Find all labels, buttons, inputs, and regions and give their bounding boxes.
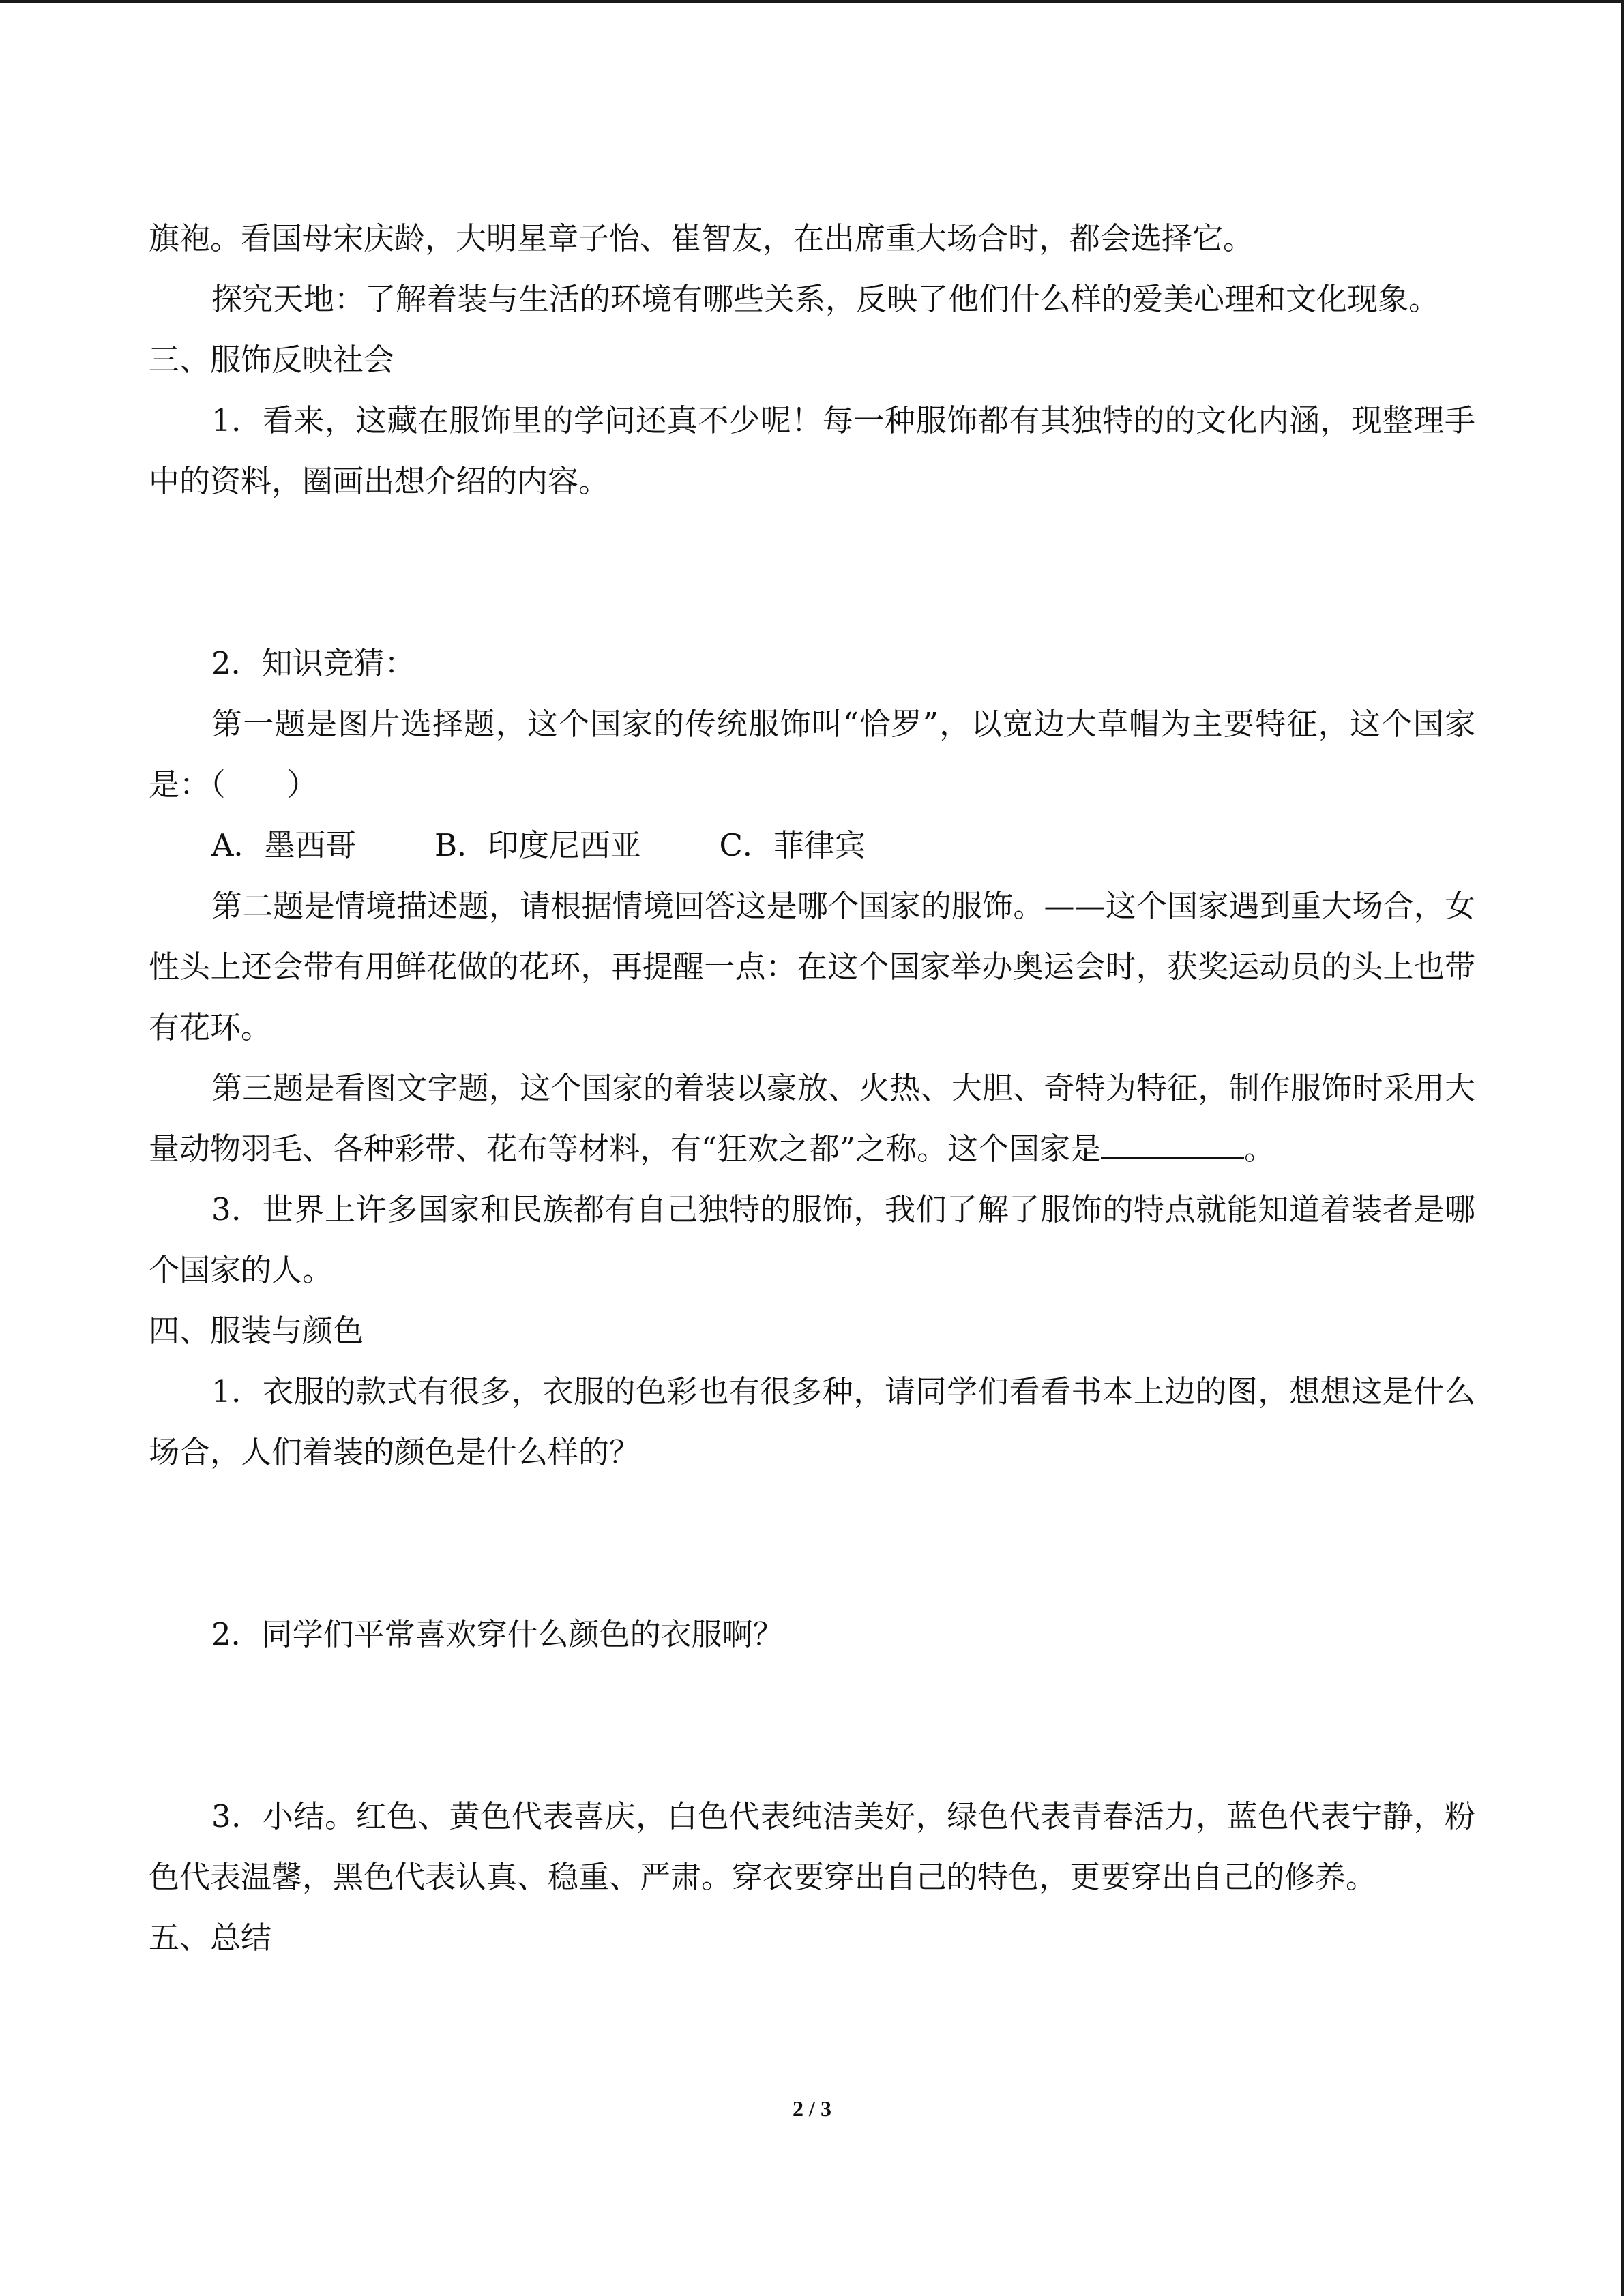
page-number: 2 / 3 <box>793 2096 831 2121</box>
quiz-question-1: 第一题是图片选择题，这个国家的传统服饰叫“恰罗”，以宽边大草帽为主要特征，这个国家是：（ ） <box>149 706 1475 803</box>
paragraph-4-1: 1．衣服的款式有很多，衣服的色彩也有很多种，请同学们看看书本上边的图，想想这是什么场合，人们着装的颜色是什么样的？ <box>149 1373 1475 1470</box>
paragraph-3-3: 3．世界上许多国家和民族都有自己独特的服饰，我们了解了服饰的特点就能知道着装者是哪个国家的人。 <box>149 1191 1475 1288</box>
page-border-right <box>1621 0 1624 2296</box>
quiz-question-3-end: 。 <box>1244 1131 1275 1167</box>
quiz-options <box>149 815 1475 876</box>
document-body <box>149 208 1475 1968</box>
paragraph-4-2: 2．同学们平常喜欢穿什么颜色的衣服啊？ <box>211 1616 784 1652</box>
quiz-question-3-text: 第三题是看图文字题，这个国家的着装以豪放、火热、大胆、奇特为特征，制作服饰时采用大量动物羽毛、各种彩带、花布等材料，有“狂欢之都”之称。这个国家是 <box>149 1070 1475 1167</box>
paragraph-3-2: 2．知识竞猜： <box>211 645 415 681</box>
section-heading-3: 三、服饰反映社会 <box>149 342 395 378</box>
option-c: C．菲律宾 <box>719 827 866 863</box>
section-heading-5: 五、总结 <box>149 1920 272 1956</box>
paragraph-qipao: 旗袍。看国母宋庆龄，大明星章子怡、崔智友，在出席重大场合时，都会选择它。 <box>149 220 1254 256</box>
quiz-question-3 <box>149 1058 1475 1179</box>
page-border-top <box>0 0 1624 3</box>
option-b: B．印度尼西亚 <box>434 827 642 863</box>
section-heading-4: 四、服装与颜色 <box>149 1313 364 1349</box>
paragraph-3-1: 1．看来，这藏在服饰里的学问还真不少呢！每一种服饰都有其独特的的文化内涵，现整理手中的资料，圈画出想介绍的内容。 <box>149 402 1475 499</box>
quiz-question-2: 第二题是情境描述题，请根据情境回答这是哪个国家的服饰。——这个国家遇到重大场合，女性头上还会带有用鲜花做的花环，再提醒一点：在这个国家举办奥运会时，获奖运动员的头上也带有花环。 <box>149 888 1475 1045</box>
paragraph-explore: 探究天地：了解着装与生活的环境有哪些关系，反映了他们什么样的爱美心理和文化现象。 <box>211 281 1440 317</box>
paragraph-4-3: 3．小结。红色、黄色代表喜庆，白色代表纯洁美好，绿色代表青春活力，蓝色代表宁静，粉色代表温馨，黑色代表认真、稳重、严肃。穿衣要穿出自己的特色，更要穿出自己的修养。 <box>149 1798 1475 1895</box>
answer-blank[interactable] <box>1101 1127 1244 1159</box>
option-a: A．墨西哥 <box>211 827 357 863</box>
